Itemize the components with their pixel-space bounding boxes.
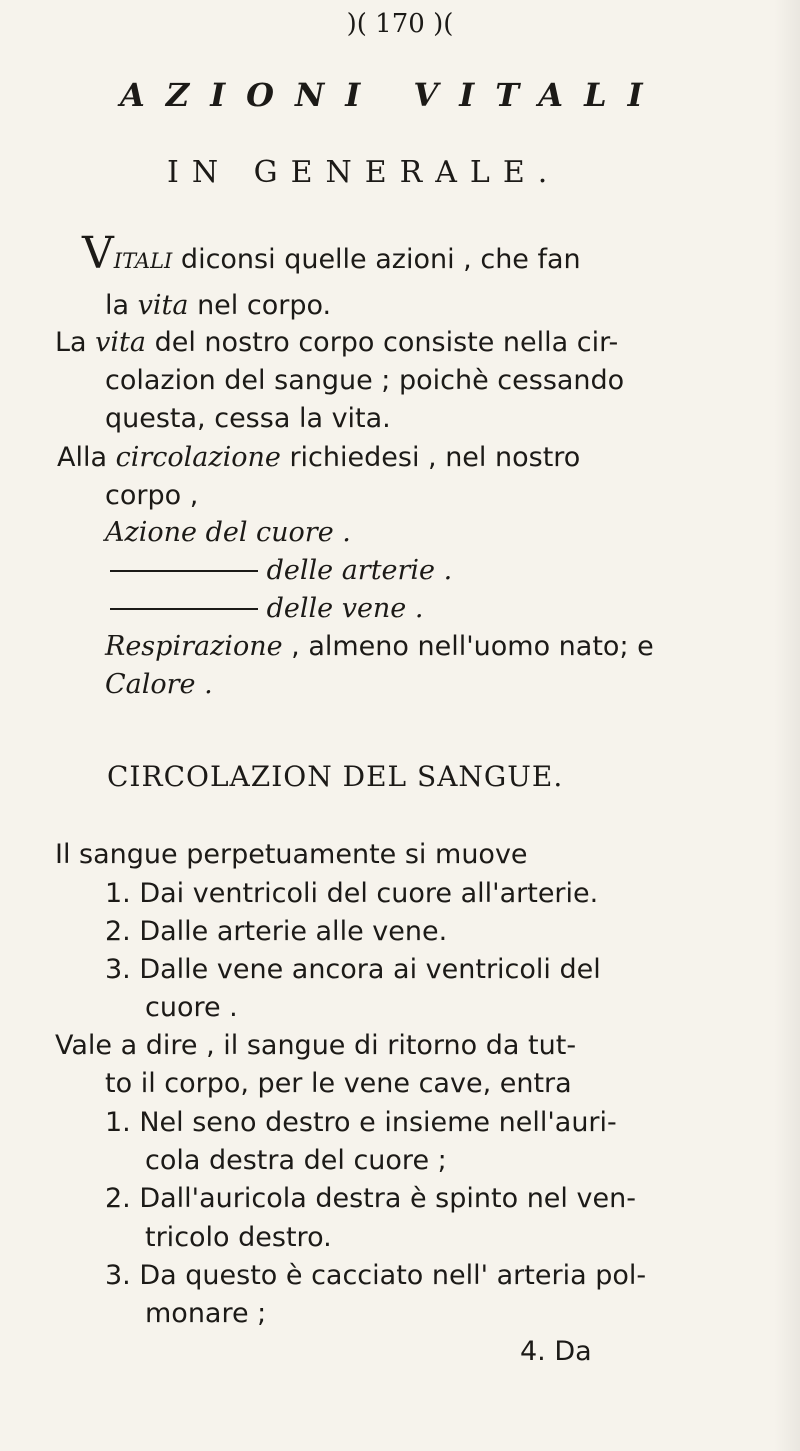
intro-line-6-a: Alla [57,442,116,473]
intro-line-2-b: nel corpo. [188,290,332,321]
intro-line-1-text: diconsi quelle azioni , che fan [172,244,581,275]
chapter-title-line-2: IN GENERALE. [167,155,561,190]
intro-line-8: Azione del cuore . [105,517,351,548]
intro-line-6-italic: circolazione [115,442,281,473]
section-line-6: Vale a dire , il sangue di ritorno da tut- [55,1030,577,1061]
running-head: )( 170 )( [346,9,454,39]
intro-line-11 [105,630,654,664]
chapter-title-line-1: AZIONI VITALI [120,76,664,114]
intro-smallcaps: ITALI [113,249,173,273]
section-line-5: cuore . [145,992,238,1023]
intro-line-10 [110,592,423,626]
intro-line-11-b: , almeno nell'uomo nato; e [282,631,654,662]
intro-line-6-b: richiedesi , nel nostro [280,442,581,473]
section-line-9: cola destra del cuore ; [145,1145,447,1176]
intro-line-9 [110,554,452,588]
section-line-3: 2. Dalle arterie alle vene. [105,916,448,947]
intro-line-2-italic: vita [137,290,189,321]
intro-line-9-italic: delle arterie . [266,555,453,586]
intro-line-3 [55,326,618,360]
intro-line-12: Calore . [105,669,213,700]
section-line-11: tricolo destro. [145,1222,332,1253]
intro-line-10-italic: delle vene . [266,593,424,624]
intro-line-1 [82,228,581,279]
drop-cap: V [82,228,114,279]
catchword: 4. Da [520,1336,592,1367]
intro-line-3-b: del nostro corpo consiste nella cir- [146,327,619,358]
intro-line-4: colazion del sangue ; poichè cessando [105,365,625,396]
page-edge-shadow [774,0,800,1451]
section-line-10: 2. Dall'auricola destra è spinto nel ven- [105,1183,636,1214]
ditto-dash [110,608,258,610]
section-line-1: Il sangue perpetuamente si muove [55,839,528,870]
section-line-8: 1. Nel seno destro e insieme nell'auri- [105,1107,617,1138]
intro-line-7: corpo , [105,480,199,511]
section-line-4: 3. Dalle vene ancora ai ventricoli del [105,954,601,985]
section-line-2: 1. Dai ventricoli del cuore all'arterie. [105,878,599,909]
ditto-dash [110,570,258,572]
intro-line-6 [57,441,580,475]
section-line-7: to il corpo, per le vene cave, entra [105,1068,572,1099]
intro-line-2 [105,289,331,323]
section-line-12: 3. Da questo è cacciato nell' arteria pol- [105,1260,647,1291]
intro-line-2-a: la [105,290,138,321]
intro-line-3-a: La [55,327,96,358]
section-line-13: monare ; [145,1298,267,1329]
intro-line-11-italic: Respirazione [105,631,283,662]
section-heading: CIRCOLAZION DEL SANGUE. [107,760,564,793]
intro-line-3-italic: vita [95,327,147,358]
intro-line-5: questa, cessa la vita. [105,403,391,434]
